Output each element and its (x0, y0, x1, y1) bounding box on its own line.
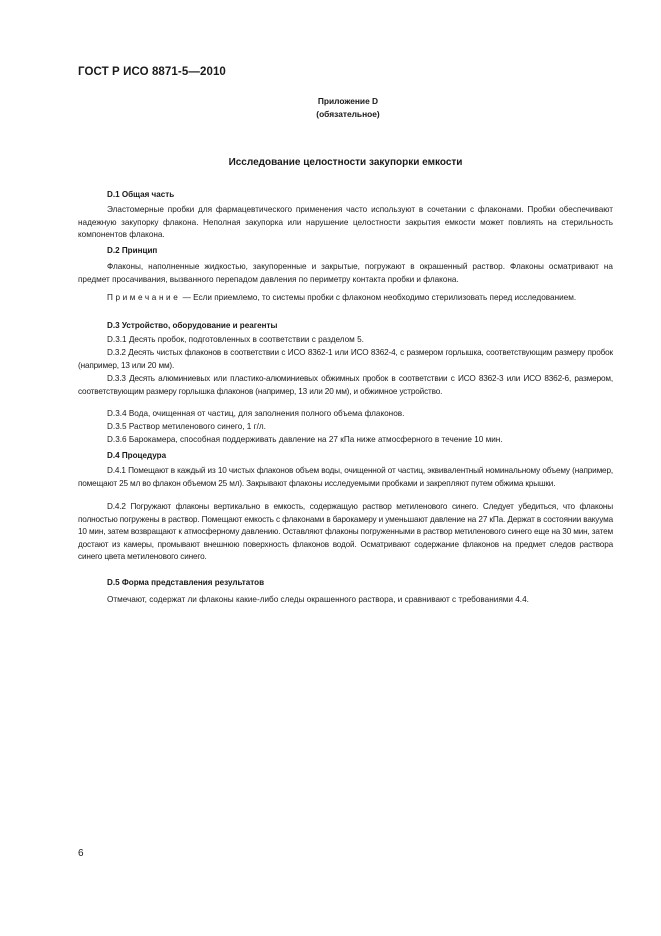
annex-status: (обязательное) (316, 109, 380, 119)
annex-title: Исследование целостности закупорки емкости (228, 157, 463, 168)
section-d3-item: D.3.1 Десять пробок, подготовленных в соответствии с разделом 5. (107, 335, 364, 344)
section-d1-text: Эластомерные пробки для фармацевтического применения часто используют в сочетании с флаконами. Пробки обеспечивают надежную закупорку флакона. Неполная закупорка или нарушение целостности закрытия емкости может повлиять на стерильность компонентов флакона. (78, 205, 613, 240)
section-d2-text: Флаконы, наполненные жидкостью, закупоренные и закрытые, погружают в окрашенный раствор. Флаконы осматривают на предмет просачивания, вызванного перепадом давления по периметру контакта пробки и флакона. (78, 262, 613, 284)
section-d3-item: D.3.4 Вода, очищенная от частиц, для заполнения полного объема флаконов. (107, 409, 405, 418)
annex-label: Приложение D (317, 96, 379, 106)
section-d3-item: D.3.2 Десять чистых флаконов в соответствии с ИСО 8362-1 или ИСО 8362-4, с размером горлышка, соответствующим размеру пробок (например, 13 или 20 мм). (78, 348, 613, 370)
section-heading-d5: D.5 Форма представления результатов (107, 578, 265, 587)
page-number: 6 (78, 848, 84, 859)
section-d4-item: D.4.1 Помещают в каждый из 10 чистых флаконов объем воды, очищенной от частиц, эквивалентный номинальному объему (например, помещают 25 мл во флакон объемом 25 мл). Закрывают флаконы исследуемыми пробками и закрепляют путем обжима крышки. (78, 466, 613, 488)
section-d2-note (78, 292, 613, 305)
note-text: — Если приемлемо, то системы пробки с флаконом необходимо стерилизовать перед исследованием. (182, 293, 577, 302)
section-d4-item: D.4.2 Погружают флаконы вертикально в емкость, содержащую раствор метиленового синего. Следует убедиться, что флаконы полностью погружены в раствор. Помещают емкость с флаконами в барокамеру и уменьшают давление на 27 кПа. Держат в состоянии вакуума 10 мин, затем возвращают к атмосферному давлению. Оставляют флаконы погруженными в раствор метиленового синего еще на 30 мин, затем достают из камеры, промывают внешнюю поверхность флаконов водой. Осматривают содержание флаконов на предмет следов раствора синего цвета метиленового синего. (78, 502, 613, 562)
section-heading-d1: D.1 Общая часть (107, 190, 175, 199)
section-heading-d3: D.3 Устройство, оборудование и реагенты (107, 321, 278, 330)
section-d3-item: D.3.5 Раствор метиленового синего, 1 г/л. (107, 422, 266, 431)
section-d3-item: D.3.3 Десять алюминиевых или пластико-алюминиевых обжимных пробок в соответствии с ИСО 8362-3 или ИСО 8362-6, размером, соответствующим размеру горлышка флаконов (например, 13 или 20 мм), и обжимное устройство. (78, 374, 613, 396)
document-header: ГОСТ Р ИСО 8871-5—2010 (78, 66, 226, 78)
section-heading-d4: D.4 Процедура (107, 451, 167, 460)
section-d3-item: D.3.6 Барокамера, способная поддерживать давление на 27 кПа ниже атмосферного в течение 10 мин. (107, 435, 503, 444)
section-heading-d2: D.2 Принцип (107, 246, 158, 255)
note-label: Примечание (107, 293, 181, 302)
section-d5-text: Отмечают, содержат ли флаконы какие-либо следы окрашенного раствора, и сравнивают с требованиями 4.4. (107, 595, 529, 604)
